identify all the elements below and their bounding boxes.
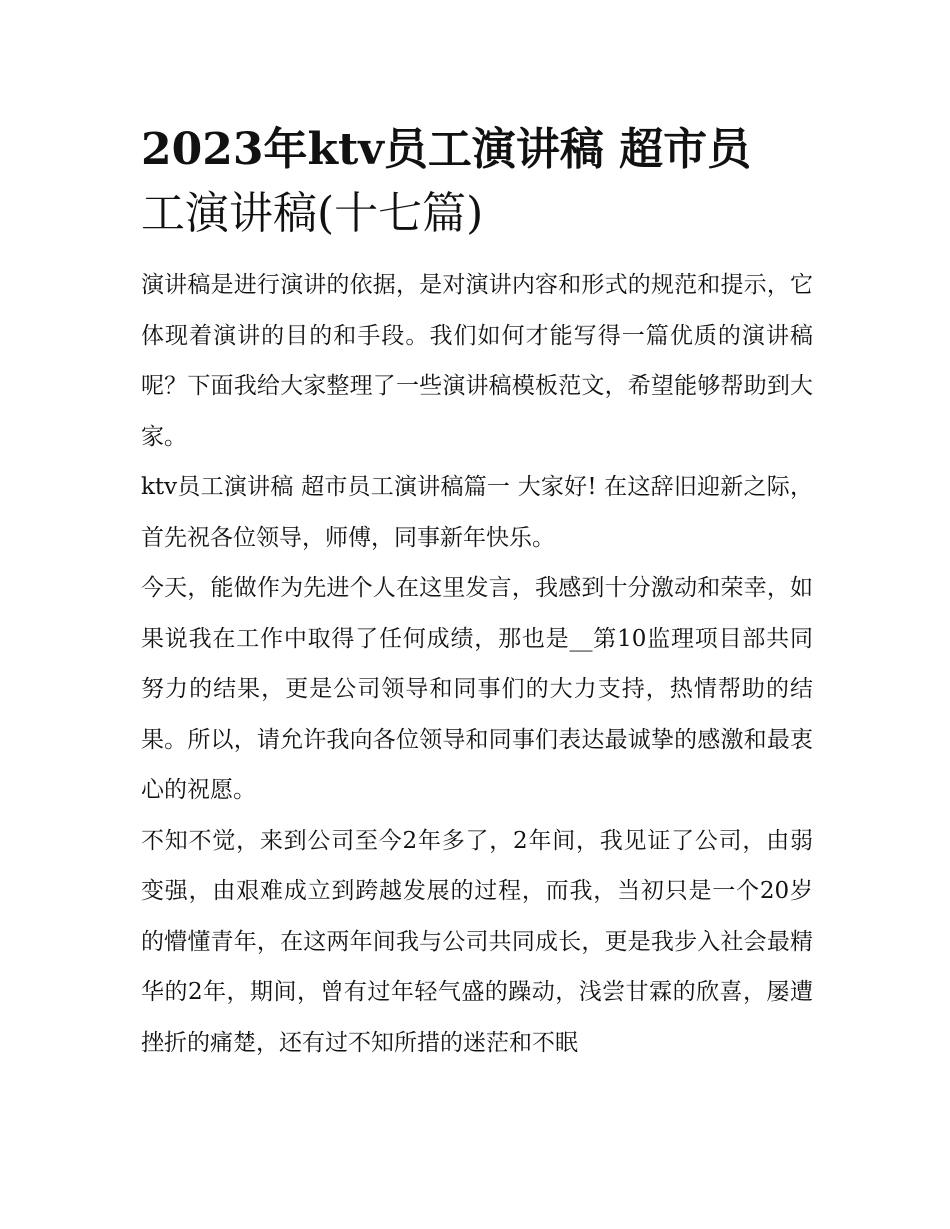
- paragraph-intro: 演讲稿是进行演讲的依据，是对演讲内容和形式的规范和提示，它体现着演讲的目的和手段。我们如何才能写得一篇优质的演讲稿呢？下面我给大家整理了一些演讲稿模板范文，希望能够帮助到大家。: [141, 272, 813, 450]
- document-title-line-1: 2023年ktv员工演讲稿 超市员: [141, 124, 752, 175]
- document-body: [141, 260, 813, 1068]
- document-title: [141, 118, 813, 246]
- paragraph-greeting: ktv员工演讲稿 超市员工演讲稿篇一 大家好! 在这辞旧迎新之际，首先祝各位领导，师傅，同事新年快乐。: [141, 474, 813, 551]
- document-title-line-2: 工演讲稿(十七篇): [141, 188, 484, 239]
- document-content: [141, 118, 813, 1068]
- paragraph-growth: 不知不觉，来到公司至今2年多了，2年间，我见证了公司，由弱变强，由艰难成立到跨越发展的过程，而我，当初只是一个20岁的懵懂青年，在这两年间我与公司共同成长，更是我步入社会最精华的2年，期间，曾有过年轻气盛的躁动，浅尝甘霖的欣喜，屡遭挫折的痛楚，还有过不知所措的迷茫和不眠: [141, 827, 813, 1056]
- paragraph-thanks: 今天，能做作为先进个人在这里发言，我感到十分激动和荣幸，如果说我在工作中取得了任何成绩，那也是__第10监理项目部共同努力的结果，更是公司领导和同事们的大力支持，热情帮助的结果。所以，请允许我向各位领导和同事们表达最诚挚的感激和最衷心的祝愿。: [141, 575, 813, 803]
